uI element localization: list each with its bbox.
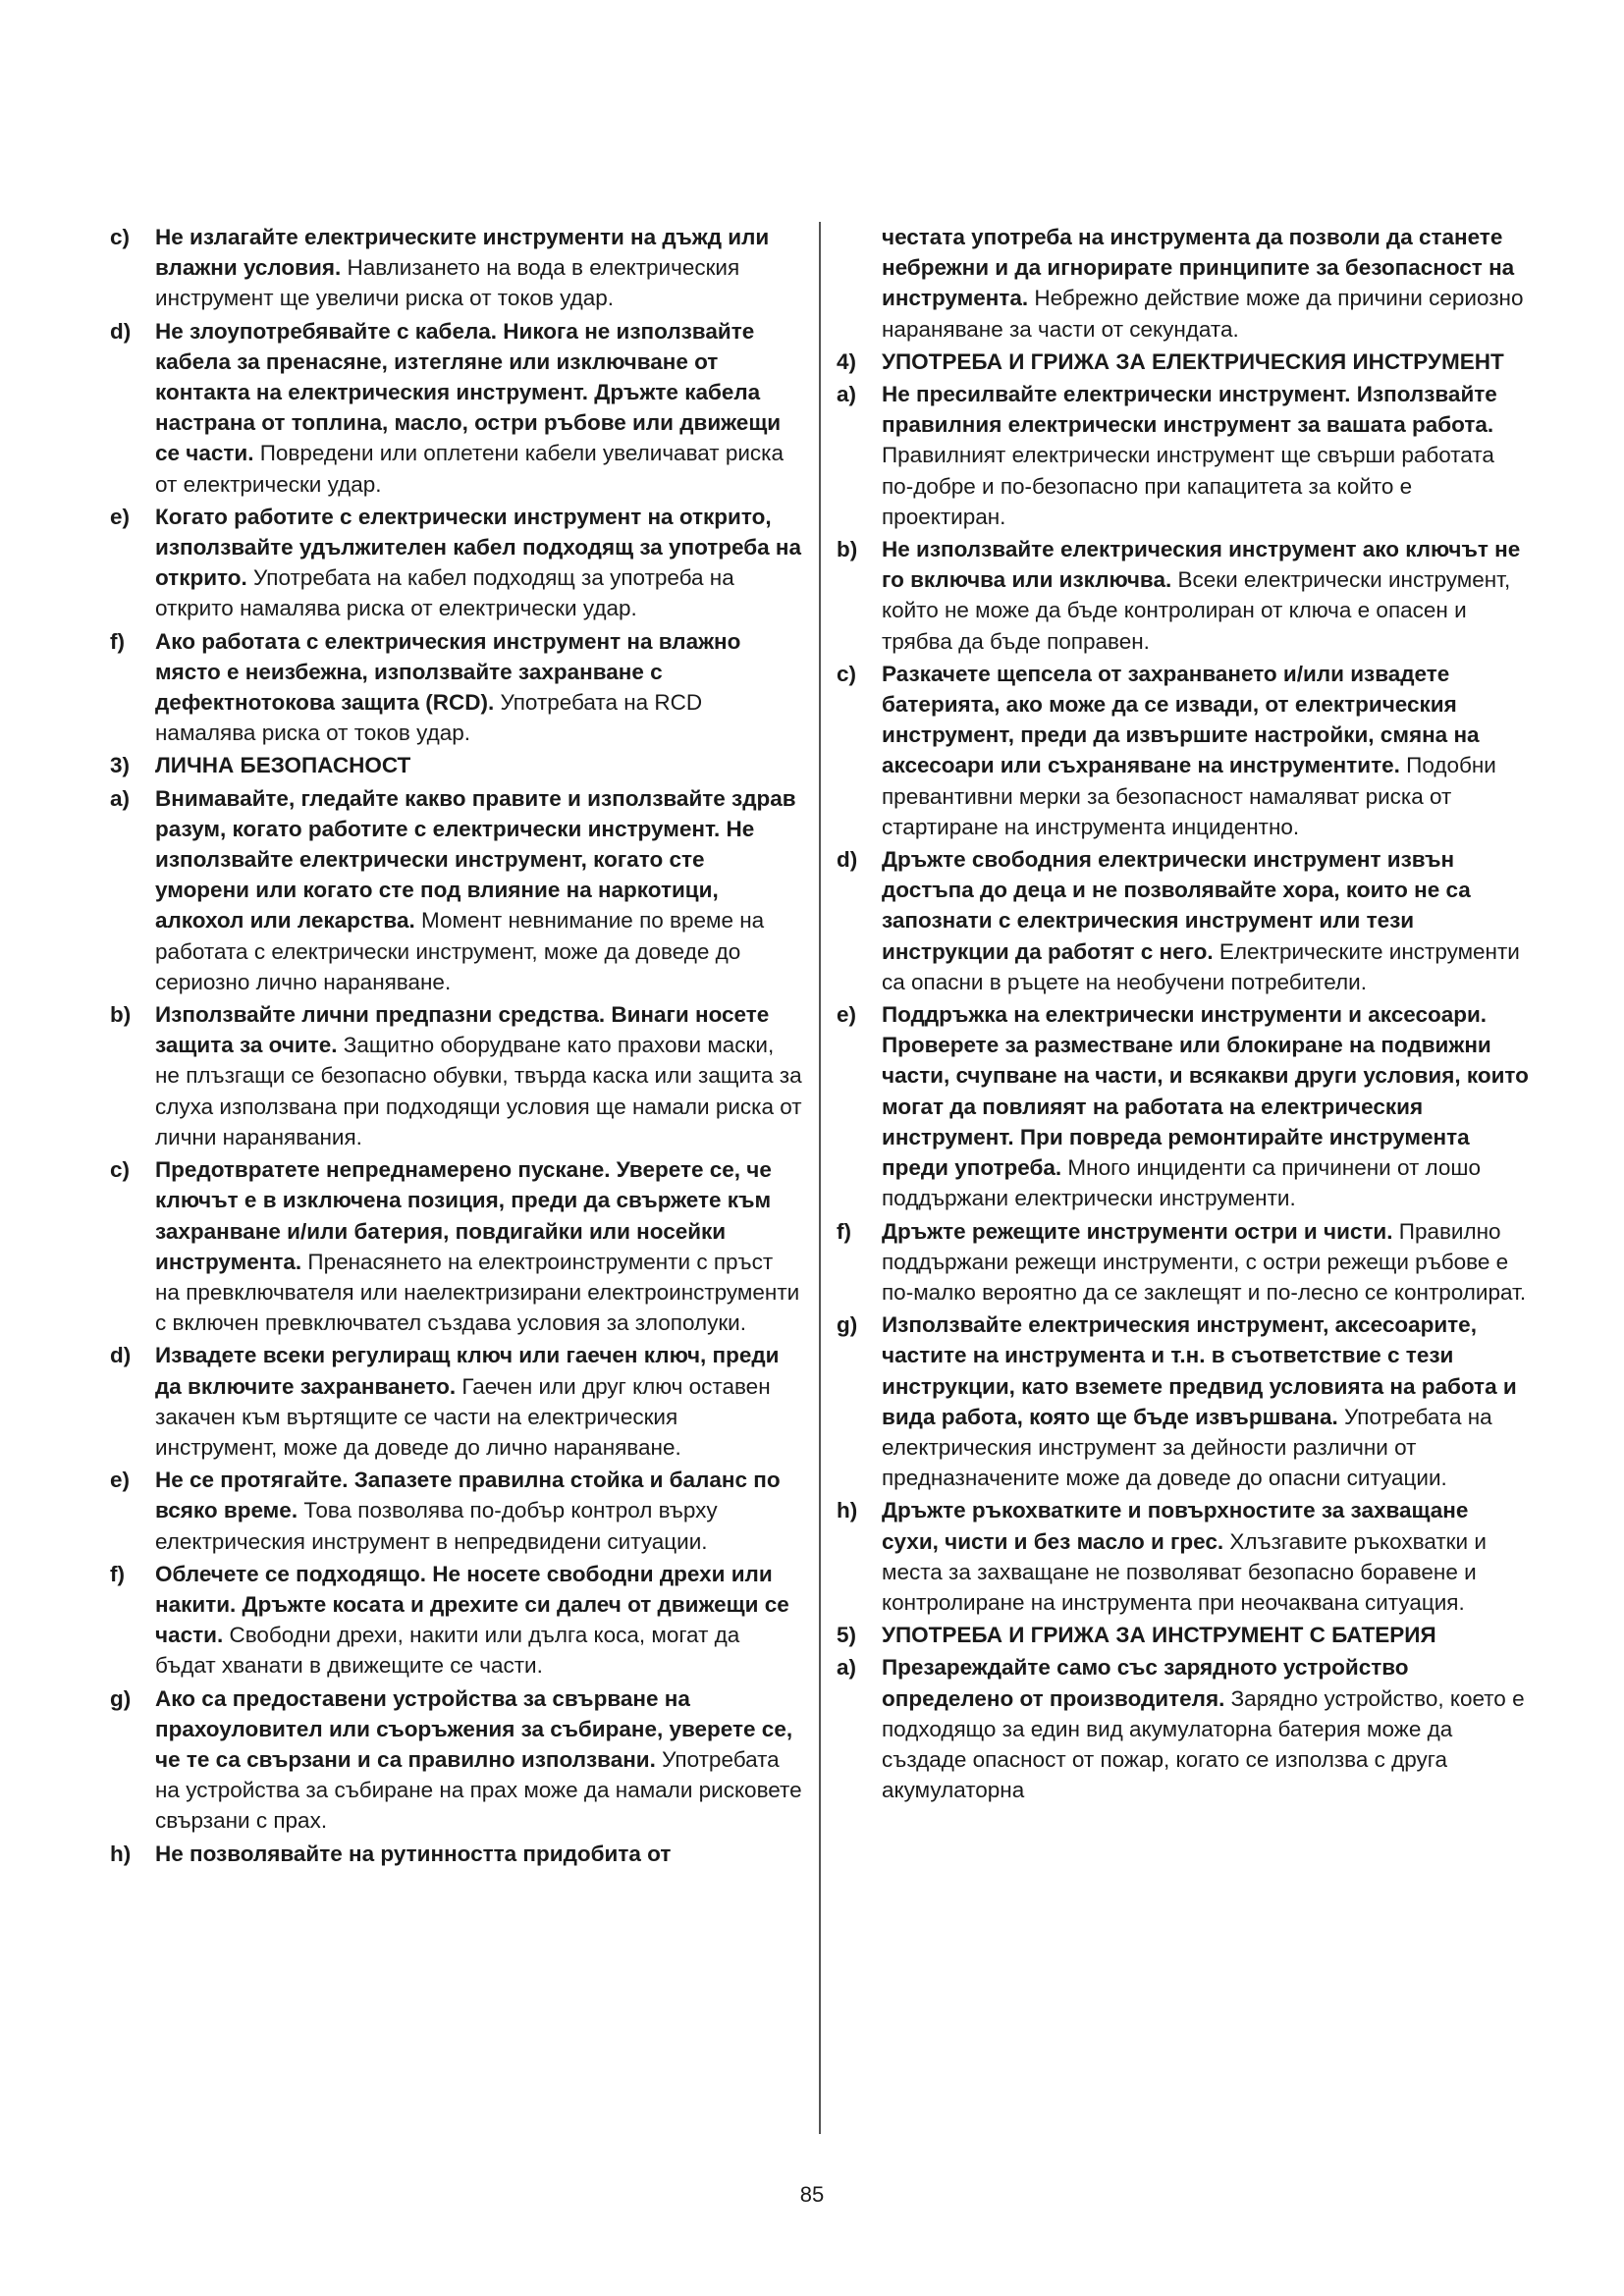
list-item bbox=[837, 1309, 1529, 1493]
list-item bbox=[837, 1495, 1529, 1618]
item-bold-text: Не излагайте електрическите инструменти на дъжд или влажни условия. bbox=[155, 225, 770, 281]
item-label: e) bbox=[837, 1002, 857, 1028]
continued-paragraph bbox=[837, 222, 1529, 345]
right-column bbox=[837, 222, 1529, 1807]
item-label: h) bbox=[837, 1498, 858, 1523]
page-number: 85 bbox=[799, 2182, 825, 2207]
list-item bbox=[837, 1216, 1529, 1308]
item-bold-text: Извадете всеки регулиращ ключ или гаечен ключ, преди да включите захранването. bbox=[155, 1343, 780, 1399]
item-bold-text: Не злоупотребявайте с кабела. Никога не използвайте кабела за пренасяне, изтегляне или изключване от контакта на електрическия инструмент. Дръжте кабела настрана от топлина, масло, остри ръбове или движещи се части. bbox=[155, 318, 782, 466]
item-text: Употребата на RCD намалява риска от токов удар. bbox=[155, 690, 703, 746]
section-title: УПОТРЕБА И ГРИЖА ЗА ИНСТРУМЕНТ С БАТЕРИЯ bbox=[882, 1623, 1436, 1648]
item-text: Небрежно действие може да причини сериозно нараняване за части от секундата. bbox=[882, 286, 1524, 342]
list-item bbox=[837, 659, 1529, 842]
item-label: b) bbox=[837, 537, 858, 562]
section-title: УПОТРЕБА И ГРИЖА ЗА ЕЛЕКТРИЧЕСКИЯ ИНСТРУМЕНТ bbox=[882, 348, 1504, 374]
list-item bbox=[110, 1839, 802, 1869]
item-bold-text: Презареждайте само със зарядното устройство определено от производителя. bbox=[882, 1655, 1409, 1711]
item-label: f) bbox=[837, 1218, 851, 1244]
list-item bbox=[110, 999, 802, 1152]
list-item bbox=[110, 1683, 802, 1837]
item-text: Употребата на устройства за събиране на прах може да намали рисковете свързани с прах. bbox=[155, 1746, 802, 1834]
item-bold-text: Използвайте електрическия инструмент, аксесоарите, частите на инструмента и т.н. в съответствие с тези инструкции, като вземете предвид условията на работа и вида работа, която ще бъде извършвана. bbox=[882, 1312, 1517, 1429]
item-text: Навлизането на вода в електрическия инструмент ще увеличи риска от токов удар. bbox=[155, 255, 740, 311]
list-item bbox=[110, 316, 802, 500]
item-label: c) bbox=[837, 661, 857, 686]
item-bold-text: Поддръжка на електрически инструменти и аксесоари. Проверете за разместване или блокиране на подвижни части, счупване на части, и всякакви други условия, които могат да повлияят на работата на електрическия инструмент. При повреда ремонтирайте инструмента преди употреба. bbox=[882, 1002, 1529, 1181]
list-item bbox=[110, 1340, 802, 1463]
section-heading bbox=[837, 1620, 1529, 1650]
list-item bbox=[110, 1559, 802, 1682]
item-text: Правилно поддържани режещи инструменти, с остри режещи ръбове е по-малко вероятно да се заклещят и по-лесно се контролират. bbox=[882, 1218, 1527, 1305]
item-bold-text: Не позволявайте на рутинността придобита от bbox=[155, 1841, 672, 1866]
item-bold-text: Внимавайте, гледайте какво правите и използвайте здрав разум, когато работите с електрически инструмент. Не използвайте електрически инструмент, когато сте уморени или когато сте под влияние на наркотици, алкохол или лекарства. bbox=[155, 785, 796, 934]
item-text: Електрическите инструменти са опасни в ръцете на необучени потребители. bbox=[882, 938, 1520, 994]
item-bold-text: Не се протягайте. Запазете правилна стойка и баланс по всяко време. bbox=[155, 1468, 781, 1523]
list-item bbox=[837, 844, 1529, 997]
section-number: 4) bbox=[837, 348, 857, 374]
list-item bbox=[110, 783, 802, 997]
item-label: g) bbox=[837, 1312, 858, 1338]
section-number: 3) bbox=[110, 753, 131, 778]
item-text: Момент невнимание по време на работата с електрически инструмент, може да доведе до сериозно лично нараняване. bbox=[155, 908, 765, 994]
item-bold-text: Използвайте лични предпазни средства. Винаги носете защита за очите. bbox=[155, 1002, 770, 1058]
item-text: Употребата на кабел подходящ за употреба на открито намалява риска от електрически удар. bbox=[155, 565, 734, 621]
item-bold-text: Ако работата с електрическия инструмент на влажно място е неизбежна, използвайте захранване с дефектнотокова защита (RCD). bbox=[155, 628, 741, 716]
item-bold-text: Предотвратете непреднамерено пускане. Уверете се, че ключът е в изключена позиция, преди да свържете към захранване и/или батерия, повдигайки или носейки инструмента. bbox=[155, 1157, 772, 1274]
item-text: Всеки електрически инструмент, който не може да бъде контролиран от ключа е опасен и трябва да бъде поправен. bbox=[882, 567, 1511, 654]
item-label: e) bbox=[110, 1468, 131, 1493]
item-label: a) bbox=[837, 1655, 857, 1681]
list-item bbox=[110, 1154, 802, 1338]
item-label: d) bbox=[110, 1343, 132, 1368]
item-bold-text: Ако са предоставени устройства за свърване на прахоуловител или съоръжения за събиране, уверете се, че те са свързани и са правилно използвани. bbox=[155, 1685, 793, 1772]
item-label: f) bbox=[110, 1561, 125, 1586]
item-text: Повредени или оплетени кабели увеличават риска от електрически удар. bbox=[155, 441, 785, 497]
item-label: d) bbox=[110, 318, 132, 344]
item-text: Правилният електрически инструмент ще свърши работата по-добре и по-безопасно при капацитета за който е проектиран. bbox=[882, 443, 1494, 529]
item-label: f) bbox=[110, 628, 125, 654]
item-text: Свободни дрехи, накити или дълга коса, могат да бъдат хванати в движещите се части. bbox=[155, 1623, 740, 1679]
item-label: a) bbox=[110, 785, 131, 811]
item-bold-text: Дръжте режещите инструменти остри и чисти. bbox=[882, 1218, 1393, 1244]
list-item bbox=[110, 502, 802, 624]
item-bold-text: Облечете се подходящо. Не носете свободни дрехи или накити. Дръжте косата и дрехите си далеч от движещи се части. bbox=[155, 1561, 789, 1648]
left-column bbox=[110, 222, 802, 1871]
item-bold-text: Не пресилвайте електрически инструмент. Използвайте правилния електрически инструмент за вашата работа. bbox=[882, 382, 1497, 438]
section-heading bbox=[837, 347, 1529, 377]
item-text: Хлъзгавите ръкохватки и места за захващане не позволяват безопасно боравене и контролиране на инструмента при неочаквана ситуация. bbox=[882, 1528, 1487, 1615]
item-text: Подобни превантивни мерки за безопасност намаляват риска от стартиране на инструмента инцидентно. bbox=[882, 753, 1496, 839]
item-bold-text: Разкачете щепсела от захранването и/или извадете батерията, ако може да се извади, от електрическия инструмент, преди да извършите настройки, смяна на аксесоари или съхраняване на инструментите. bbox=[882, 661, 1480, 778]
item-label: g) bbox=[110, 1685, 132, 1711]
item-bold-text: Дръжте свободния електрически инструмент извън достъпа до деца и не позволявайте хора, които не са запознати с електрическия инструмент или тези инструкции да работят с него. bbox=[882, 847, 1471, 964]
list-item bbox=[837, 379, 1529, 532]
list-item bbox=[837, 1652, 1529, 1805]
item-bold-text: Не използвайте електрическия инструмент ако ключът не го включва или изключва. bbox=[882, 537, 1521, 593]
item-label: h) bbox=[110, 1841, 132, 1866]
item-bold-text: честата употреба на инструмента да позволи да станете небрежни и да игнорирате принципите за безопасност на инструмента. bbox=[882, 225, 1515, 311]
item-text: Зарядно устройство, което е подходящо за един вид акумулаторна батерия може да създаде опасност от пожар, когато се използва с друга акумулаторна bbox=[882, 1685, 1525, 1803]
column-divider bbox=[819, 222, 821, 2134]
item-label: c) bbox=[110, 225, 131, 249]
item-label: e) bbox=[110, 504, 131, 529]
item-text: Гаечен или друг ключ оставен закачен към въртящите се части на електрическия инструмент, може да доведе до лично нараняване. bbox=[155, 1373, 771, 1460]
list-item bbox=[837, 534, 1529, 657]
section-title: ЛИЧНА БЕЗОПАСНОСТ bbox=[155, 753, 411, 778]
item-label: d) bbox=[837, 847, 858, 873]
item-label: b) bbox=[110, 1002, 132, 1028]
item-text: Пренасянето на електроинструменти с пръст на превключвателя или наелектризирани електроинструменти с включен превключвател създава условия за злополуки. bbox=[155, 1249, 800, 1336]
item-bold-text: Когато работите с електрически инструмент на открито, използвайте удължителен кабел подходящ за употреба на открито. bbox=[155, 504, 802, 591]
list-item bbox=[110, 626, 802, 749]
list-item bbox=[110, 1465, 802, 1557]
item-label: a) bbox=[837, 382, 857, 407]
section-number: 5) bbox=[837, 1623, 857, 1648]
item-bold-text: Дръжте ръкохватките и повърхностите за захващане сухи, чисти и без масло и грес. bbox=[882, 1498, 1469, 1554]
item-text: Употребата на електрическия инструмент за дейности различни от предназначените може да доведе до опасни ситуации. bbox=[882, 1404, 1492, 1491]
item-text: Много инциденти са причинени от лошо поддържани електрически инструменти. bbox=[882, 1155, 1481, 1211]
item-text: Това позволява по-добър контрол върху електрическия инструмент в непредвидени ситуации. bbox=[155, 1498, 718, 1554]
list-item bbox=[837, 999, 1529, 1213]
list-item bbox=[110, 222, 802, 314]
item-label: c) bbox=[110, 1157, 131, 1183]
item-text: Защитно оборудване като прахови маски, не плъзгащи се безопасно обувки, твърда каска или защита за слуха използвана при подходящи условия ще намали риска от лични наранявания. bbox=[155, 1033, 802, 1149]
section-heading bbox=[110, 750, 802, 780]
